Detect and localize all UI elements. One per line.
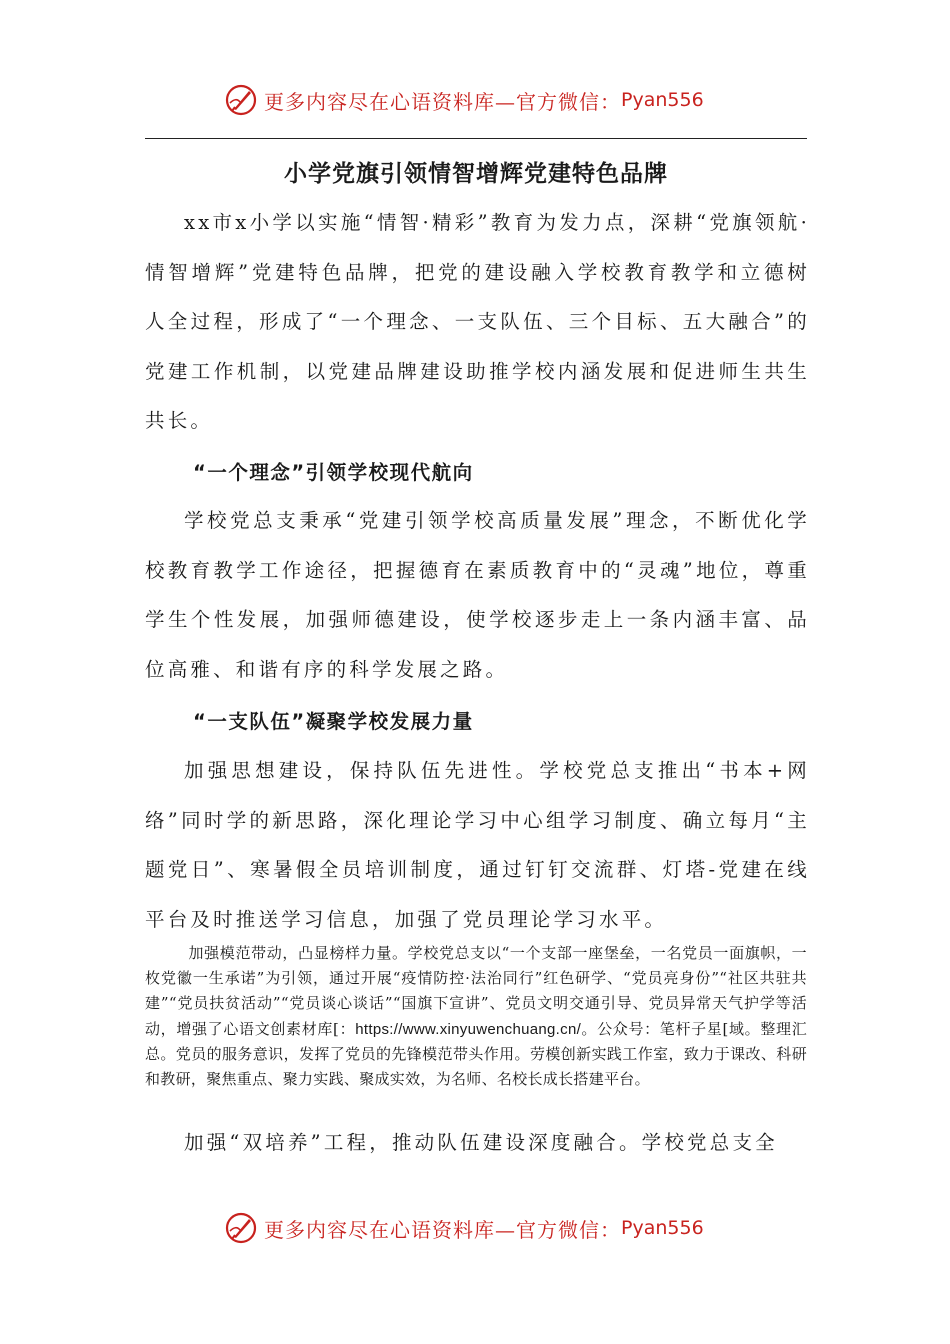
paragraph-double-training: 加强“双培养”工程，推动队伍建设深度融合。学校党总支全 (184, 1131, 778, 1154)
document-title: 小学党旗引领情智增辉党建特色品牌 (284, 161, 668, 187)
paragraph-team-thought: 加强思想建设，保持队伍先进性。学校党总支推出“书本+网络”同时学的新思路，深化理论学习中心组学习制度、确立每月“主题党日”、寒暑假全员培训制度，通过钉钉交流群、灯塔-党建在线平台及时推送学习信息，加强了党员理论学习水平。 (145, 759, 810, 931)
paragraph-team-model (145, 941, 807, 1092)
banner-text: 更多内容尽在心语资料库—官方微信： (264, 1217, 621, 1242)
header-banner (224, 78, 744, 122)
model-text-b: 。公众号：笔杆子星[域。整理汇总。党员的服务意识，发挥了党员的先锋模范带头作用。劳模创新实践工作室，致力于课改、科研和教研，聚焦重点、聚力实践、聚成实效，为名师、名校长成长搭建平台。 (145, 1019, 807, 1089)
paragraph-idea: 学校党总支秉承“党建引领学校高质量发展”理念，不断优化学校教育教学工作途径，把握德育在素质教育中的“灵魂”地位，尊重学生个性发展，加强师德建设，使学校逐步走上一条内涵丰富、品位高雅、和谐有序的科学发展之路。 (145, 509, 810, 681)
banner-text: 更多内容尽在心语资料库—官方微信： (264, 89, 621, 114)
section-heading-idea: “一个理念”引领学校现代航向 (193, 461, 474, 484)
source-url: https://www.xinyuwenchuang.cn/ (355, 1020, 582, 1038)
section-heading-team: “一支队伍”凝聚学校发展力量 (193, 710, 474, 733)
model-text-a: 加强模范带动，凸显榜样力量。学校党总支以“一个支部一座堡垒，一名党员一面旗帜，一枚党徽一生承诺”为引领，通过开展“疫情防控·法治同行”红色研学、“党员亮身份”“社区共驻共建”“党员扶贫活动”“党员谈心谈话”“国旗下宣讲”、党员文明交通引导、党员异常天气护学等活动，增强了心语文创素材库[： (145, 944, 807, 1038)
header-rule (145, 138, 807, 139)
wechat-id: Pyan556 (621, 89, 704, 111)
quill-logo-icon (224, 1211, 258, 1245)
footer-banner (224, 1206, 744, 1250)
paragraph-intro: xx市x小学以实施“情智·精彩”教育为发力点，深耕“党旗领航·情智增辉”党建特色品牌，把党的建设融入学校教育教学和立德树人全过程，形成了“一个理念、一支队伍、三个目标、五大融合”的党建工作机制，以党建品牌建设助推学校内涵发展和促进师生共生共长。 (145, 211, 810, 433)
quill-logo-icon (224, 83, 258, 117)
wechat-id: Pyan556 (621, 1217, 704, 1239)
